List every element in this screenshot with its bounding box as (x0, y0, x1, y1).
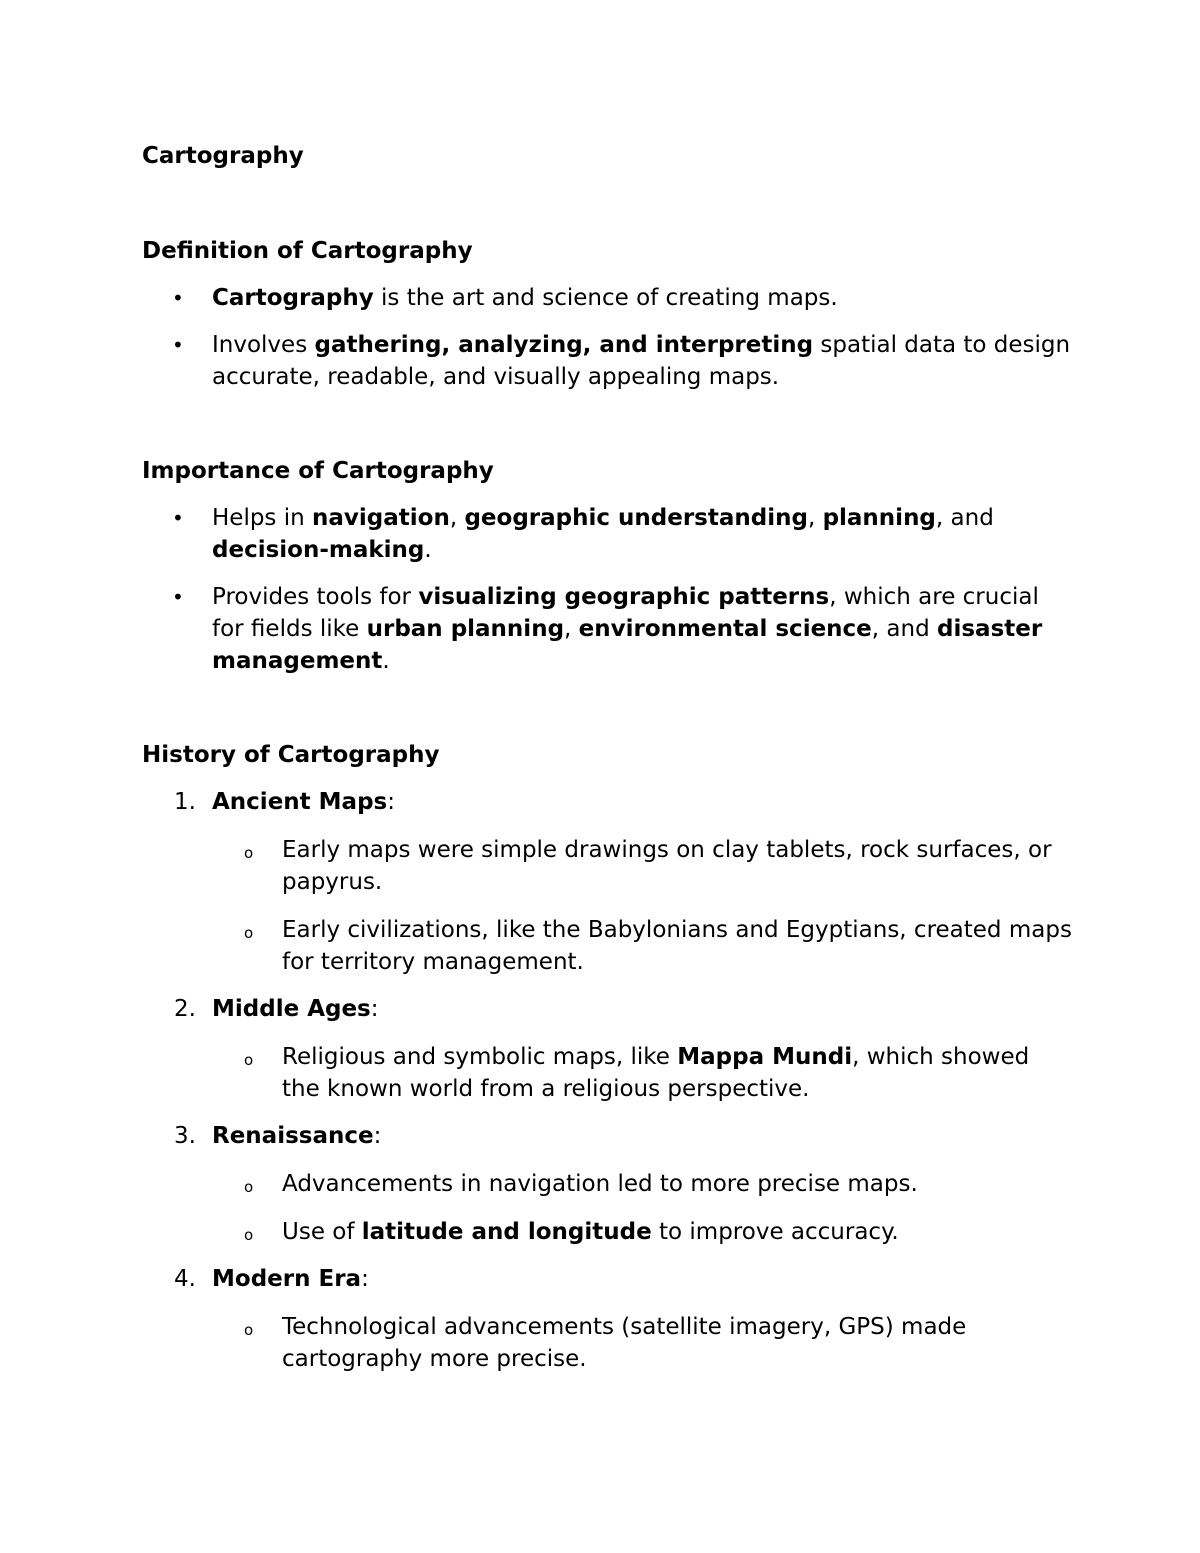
text-run: . (424, 537, 432, 563)
history-heading: History of Cartography (142, 742, 440, 768)
sub-list-item (212, 1311, 1072, 1375)
text-run: is the art and science of creating maps. (373, 285, 838, 311)
circle-bullet-icon: o (244, 1178, 254, 1196)
sub-list (212, 1311, 1072, 1375)
text-run: Early maps were simple drawings on clay tablets, rock surfaces, or papyrus. (282, 837, 1052, 895)
text-run: : (387, 789, 395, 815)
text-run: spatial data to design accurate, readable, and visually appealing maps. (212, 332, 1071, 390)
circle-bullet-icon: o (244, 1051, 254, 1069)
text-run: planning (822, 505, 936, 531)
sub-list-item (212, 1041, 1072, 1105)
document-body (142, 140, 1072, 1375)
list-item (142, 786, 1072, 978)
list-item (142, 1263, 1072, 1375)
text-run: , (807, 505, 823, 531)
text-run: Technological advancements (satellite imagery, GPS) made cartography more precise. (282, 1314, 967, 1372)
era-label: Renaissance (212, 1123, 374, 1149)
text-run: , which are crucial for fields like (212, 584, 1039, 642)
definition-heading: Definition of Cartography (142, 238, 473, 264)
sub-list-item (212, 1168, 1072, 1200)
text-run: : (373, 1123, 382, 1149)
sub-list-item (212, 834, 1072, 898)
document-title: Cartography (142, 143, 304, 169)
definition-list (142, 282, 1072, 393)
text-run: gathering, analyzing, and interpreting (314, 332, 814, 358)
text-run: : (361, 1266, 369, 1292)
text-run: Use of (282, 1219, 362, 1245)
importance-heading: Importance of Cartography (142, 458, 494, 484)
sub-list (212, 1168, 1072, 1248)
text-run: , which showed the known world from a religious perspective. (282, 1044, 1030, 1102)
text-run: Advancements in navigation led to more precise maps. (282, 1171, 918, 1197)
circle-bullet-icon: o (244, 1226, 254, 1244)
text-run: visualizing geographic patterns (418, 584, 830, 610)
sub-list (212, 834, 1072, 978)
text-run: geographic understanding (464, 505, 808, 531)
text-run: Religious and symbolic maps, like (282, 1044, 678, 1070)
list-number: 4. (174, 1266, 196, 1292)
list-item (142, 329, 1072, 393)
text-run: urban planning (366, 616, 565, 642)
text-run: Cartography (212, 285, 374, 311)
text-run: Mappa Mundi (677, 1044, 853, 1070)
text-run: Early civilizations, like the Babylonians and Egyptians, created maps for territory management. (282, 917, 1072, 975)
text-run: : (370, 996, 379, 1022)
bullet-icon: • (172, 333, 184, 357)
sub-list (212, 1041, 1072, 1105)
text-run: decision-making (212, 537, 425, 563)
bullet-icon: • (172, 585, 184, 609)
text-run: Helps in (212, 505, 313, 531)
sub-list-item (212, 914, 1072, 978)
text-run: , and (935, 505, 994, 531)
text-run: latitude and longitude (361, 1219, 652, 1245)
list-number: 1. (174, 789, 196, 815)
circle-bullet-icon: o (244, 1321, 254, 1339)
era-label: Ancient Maps (212, 789, 388, 815)
text-run: disaster management (212, 616, 1043, 674)
text-run: environmental science (578, 616, 872, 642)
text-run: , and (871, 616, 938, 642)
text-run: navigation (312, 505, 450, 531)
list-item (142, 1120, 1072, 1248)
sub-list-item (212, 1216, 1072, 1248)
text-run: Involves (212, 332, 315, 358)
bullet-icon: • (172, 286, 184, 310)
importance-list (142, 502, 1072, 677)
text-run: . (382, 648, 390, 674)
text-run: , (449, 505, 465, 531)
list-number: 3. (174, 1123, 196, 1149)
circle-bullet-icon: o (244, 924, 254, 942)
text-run: to improve accuracy. (651, 1219, 899, 1245)
history-list (142, 786, 1072, 1375)
text-run: Provides tools for (212, 584, 419, 610)
era-label: Modern Era (212, 1266, 362, 1292)
text-run: , (564, 616, 579, 642)
list-item (142, 282, 1072, 314)
list-item (142, 502, 1072, 566)
list-item (142, 581, 1072, 677)
circle-bullet-icon: o (244, 844, 254, 862)
bullet-icon: • (172, 506, 184, 530)
era-label: Middle Ages (212, 996, 371, 1022)
list-number: 2. (174, 996, 196, 1022)
list-item (142, 993, 1072, 1105)
